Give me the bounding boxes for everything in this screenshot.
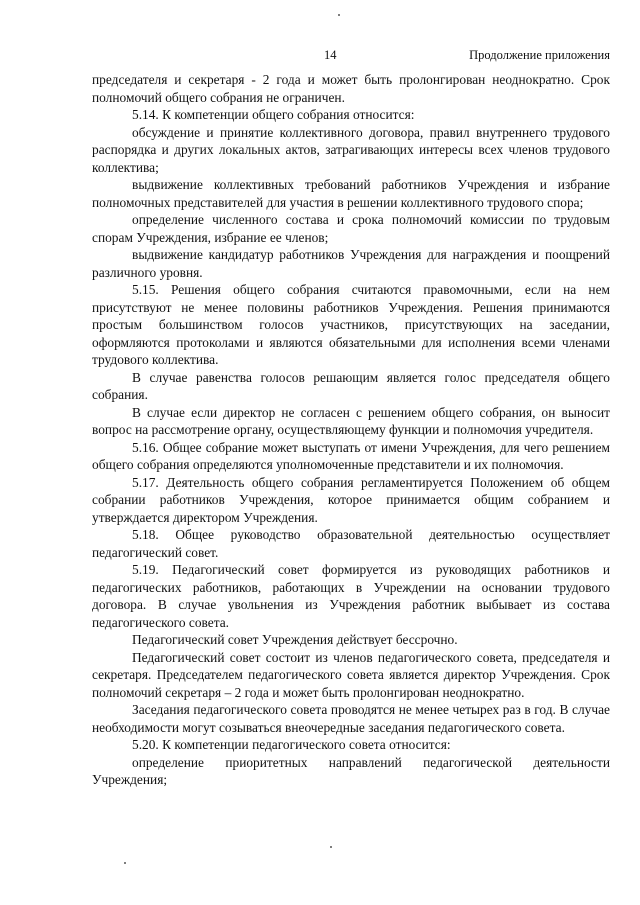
scan-speck <box>124 862 126 864</box>
section-heading-5-20: 5.20. К компетенции педагогического совета относится: <box>132 737 451 752</box>
scan-speck <box>330 846 332 848</box>
scan-speck <box>338 14 340 16</box>
paragraph: В случае равенства голосов решающим является голос председателя общего собрания. <box>92 369 610 402</box>
continuation-note: Продолжение приложения <box>469 48 610 62</box>
paragraph: председателя и секретаря - 2 года и может быть пролонгирован неоднократно. Срок полномочий общего собрания не ограничен. <box>92 72 610 105</box>
paragraph-5-16: 5.16. Общее собрание может выступать от имени Учреждения, для чего решением общего собрания определяются уполномоченные представители и их полномочия. <box>92 439 610 472</box>
paragraph: Педагогический совет состоит из членов педагогического совета, председателя и секретаря. Председателем педагогического совета является директор Учреждения. Срок полномочий секретаря – 2 года и может быть пролонгирован неоднократно. <box>92 649 610 700</box>
list-item: обсуждение и принятие коллективного договора, правил внутреннего трудового распорядка и других локальных актов, затрагивающих интересы всех членов трудового коллектива; <box>92 124 610 175</box>
document-body <box>92 71 610 789</box>
paragraph-5-18: 5.18. Общее руководство образовательной деятельностью осуществляет педагогический совет. <box>92 527 610 560</box>
paragraph-5-17: 5.17. Деятельность общего собрания регламентируется Положением об общем собрании работников Учреждения, которое принимается общим собранием и утверждается директором Учреждения. <box>92 474 610 525</box>
paragraph: В случае если директор не согласен с решением общего собрания, он выносит вопрос на рассмотрение органу, осуществляющему функции и полномочия учредителя. <box>92 404 610 437</box>
paragraph: Заседания педагогического совета проводятся не менее четырех раз в год. В случае необходимости могут созываться внеочередные заседания педагогического совета. <box>92 702 610 735</box>
paragraph-5-15: 5.15. Решения общего собрания считаются правомочными, если на нем присутствуют не менее половины работников Учреждения. Решения принимаются простым большинством голосов участников, присутствующих на заседании, оформляются протоколами и являются обязательными для исполнения всеми членами трудового коллектива. <box>92 282 610 367</box>
list-item: определение численного состава и срока полномочий комиссии по трудовым спорам Учреждения, избрание ее членов; <box>92 212 610 245</box>
list-item: определение приоритетных направлений педагогической деятельности Учреждения; <box>92 754 610 787</box>
list-item: выдвижение кандидатур работников Учреждения для награждения и поощрений различного уровня. <box>92 247 610 280</box>
paragraph-5-19: 5.19. Педагогический совет формируется из руководящих работников и педагогических работников, работающих в Учреждении на основании трудового договора. В случае увольнения из Учреждения работник выбывает из состава педагогического совета. <box>92 562 610 630</box>
list-item: выдвижение коллективных требований работников Учреждения и избрание полномочных представителей для участия в решении коллективного трудового спора; <box>92 177 610 210</box>
section-heading-5-14: 5.14. К компетенции общего собрания относится: <box>132 107 415 122</box>
paragraph: Педагогический совет Учреждения действует бессрочно. <box>132 632 458 647</box>
page-header <box>92 48 610 66</box>
page-number: 14 <box>324 48 337 62</box>
